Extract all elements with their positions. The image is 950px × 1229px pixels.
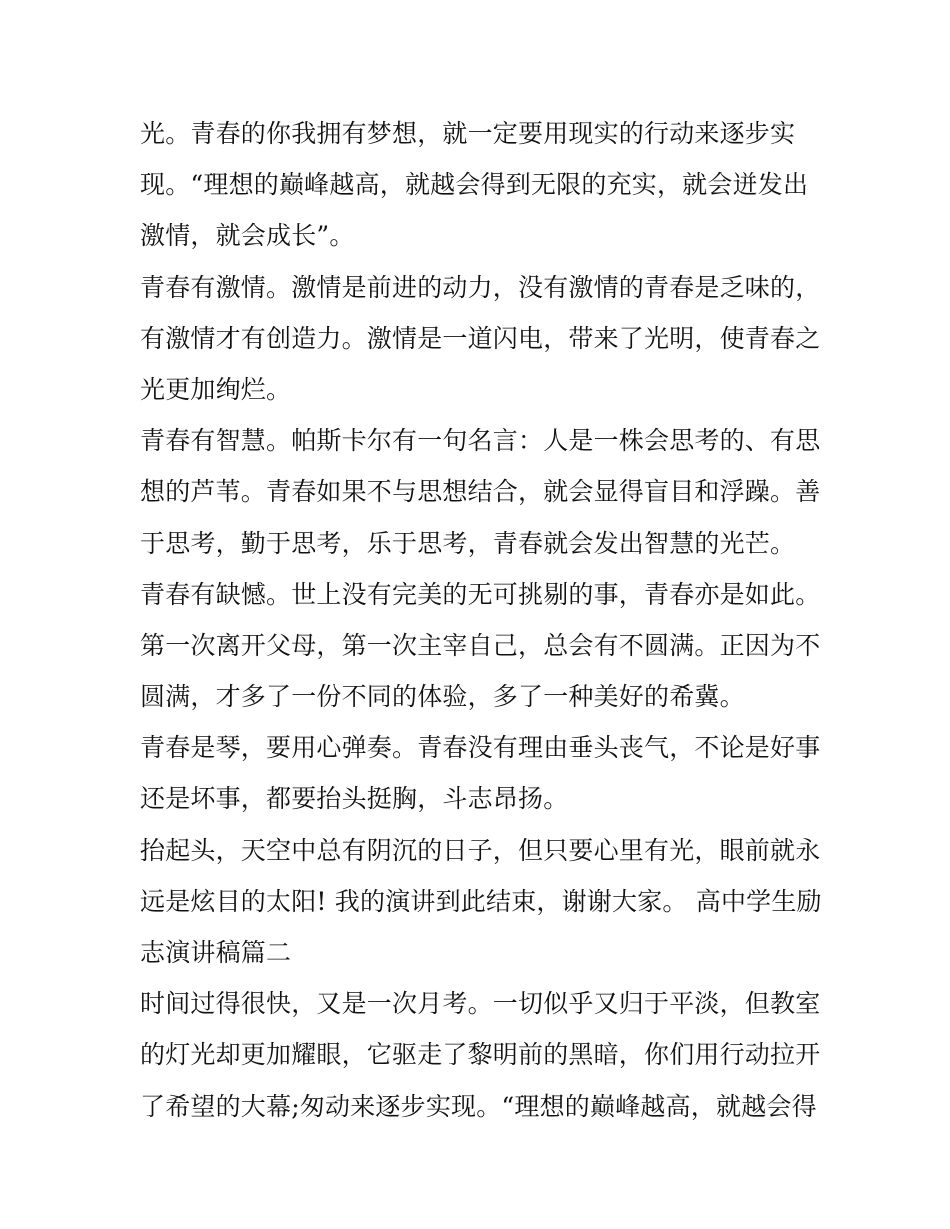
text-line: 想的芦苇。青春如果不与思想结合，就会显得盲目和浮躁。善 bbox=[140, 477, 821, 507]
text-line: 志演讲稿篇二 bbox=[140, 938, 292, 967]
text-line: 抬起头，天空中总有阴沉的日子，但只要心里有光，眼前就永 bbox=[140, 835, 821, 865]
text-line: 激情，就会成长”。 bbox=[140, 221, 355, 251]
text-line: 青春有智慧。帕斯卡尔有一句名言：人是一株会思考的、有思 bbox=[140, 426, 821, 456]
text-line: 还是坏事，都要抬头挺胸，斗志昂扬。 bbox=[140, 784, 569, 814]
text-line: 青春是琴，要用心弹奏。青春没有理由垂头丧气，不论是好事 bbox=[140, 733, 821, 763]
text-line: 于思考，勤于思考，乐于思考，青春就会发出智慧的光芒。 bbox=[140, 528, 796, 558]
text-line: 第一次离开父母，第一次主宰自己，总会有不圆满。正因为不 bbox=[140, 630, 821, 660]
text-line: 了希望的大幕;匆动来逐步实现。“理想的巅峰越高，就越会得 bbox=[140, 1091, 817, 1121]
text-line: 现。“理想的巅峰越高，就越会得到无限的充实，就会迸发出 bbox=[140, 170, 809, 200]
text-line: 远是炫目的太阳! 我的演讲到此结束，谢谢大家。 高中学生励 bbox=[140, 886, 822, 916]
text-line: 青春有激情。激情是前进的动力，没有激情的青春是乏味的， bbox=[140, 272, 821, 302]
text-line: 光更加绚烂。 bbox=[140, 374, 292, 404]
text-line: 光。青春的你我拥有梦想，就一定要用现实的行动来逐步实 bbox=[140, 119, 796, 148]
text-line: 圆满，才多了一份不同的体验，多了一种美好的希冀。 bbox=[140, 682, 745, 712]
document-body bbox=[140, 108, 820, 1132]
text-line: 青春有缺憾。世上没有完美的无可挑剔的事，青春亦是如此。 bbox=[140, 579, 821, 609]
text-line: 时间过得很快，又是一次月考。一切似乎又归于平淡，但教室 bbox=[140, 989, 821, 1019]
text-line: 有激情才有创造力。激情是一道闪电，带来了光明，使青春之 bbox=[140, 323, 821, 353]
text-line: 的灯光却更加耀眼，它驱走了黎明前的黑暗，你们用行动拉开 bbox=[140, 1040, 821, 1070]
